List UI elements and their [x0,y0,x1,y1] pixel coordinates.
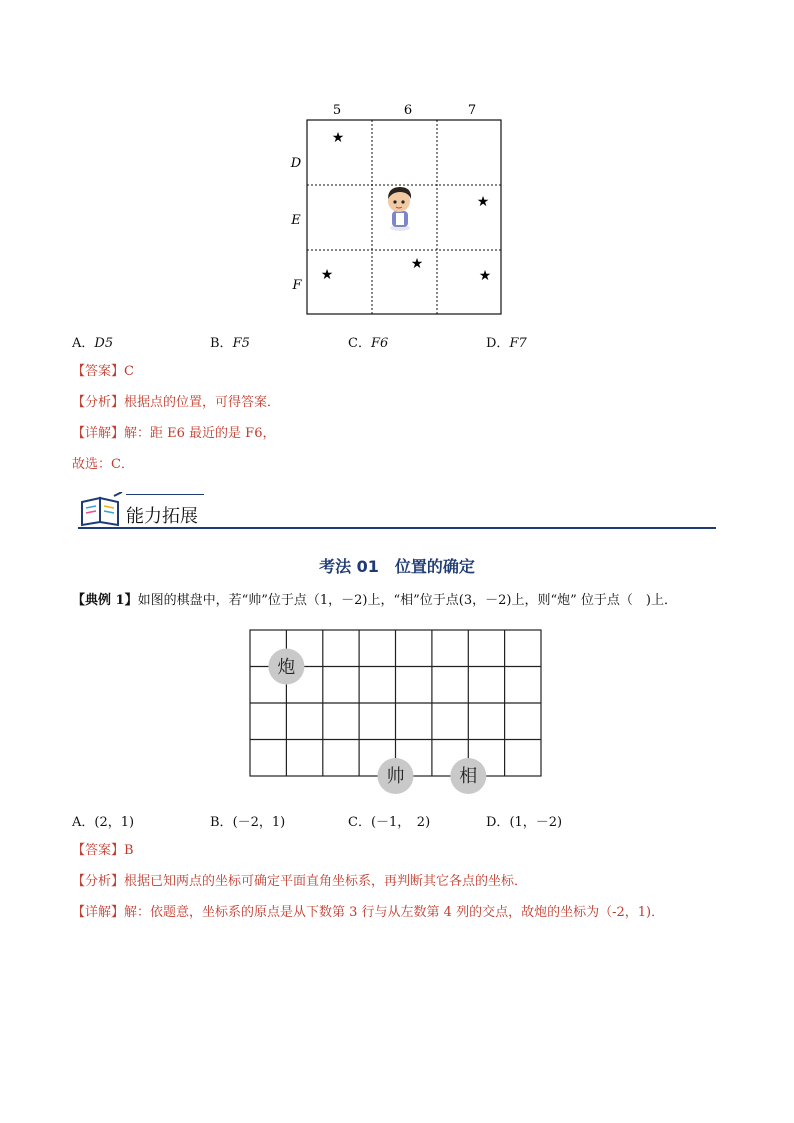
col-label: 5 [332,103,342,118]
banner-underline [78,527,716,529]
option-b[interactable] [210,332,250,351]
option-value: F5 [232,336,250,351]
boy-character-icon [388,187,411,231]
star-icon: ★ [320,267,334,283]
option-value: D5 [94,336,114,351]
row-label: E [291,213,301,228]
option-letter: A． [72,815,95,830]
row-label: F [292,278,302,293]
detail-tag: 【详解】 [72,426,125,441]
chess-piece-xiang [450,758,486,794]
answer-value: C [124,364,134,379]
example1-tag: 【典例 1】 [72,593,138,608]
example1-question [72,592,677,610]
analysis-text: 根据点的位置，可得答案． [124,395,281,410]
option-a[interactable] [72,332,113,351]
chessboard-figure [245,625,545,795]
detail-text: 解：距 E6 最近的是 F6， [124,426,276,441]
analysis-line [72,394,280,412]
option-letter: A． [72,336,95,351]
star-icon: ★ [410,256,424,272]
answer-line [72,363,134,381]
col-label: 6 [403,103,413,118]
banner-title: 能力拓展 [126,506,198,527]
option-value: (－1， 2) [370,815,431,830]
piece-label: 炮 [277,657,296,678]
analysis-text: 根据已知两点的坐标可确定平面直角坐标系，再判断其它各点的坐标． [124,874,528,889]
example1-text: 如图的棋盘中，若“帅”位于点（1，－2)上，“相”位于点(3，－2)上，则“炮” 位于点（ )上． [137,593,677,608]
option-letter: C． [348,815,371,830]
answer-tag: 【答案】 [72,364,125,379]
option-letter: B． [210,815,233,830]
star-icon: ★ [476,194,490,210]
top-grid-figure [280,95,520,320]
chess-piece-shuai [378,758,414,794]
option-value: F7 [509,336,527,351]
example1-detail-line [72,904,664,922]
option-value: (1，－2) [509,815,563,830]
example1-answer-line [72,842,134,860]
option-value: (2，1) [94,815,135,830]
section-title: 考法 01 位置的确定 [319,557,475,576]
col-label: 7 [467,103,477,118]
option-c[interactable] [348,332,388,351]
answer-value: B [124,843,134,858]
example1-analysis-line [72,873,527,891]
row-label: D [290,156,302,171]
star-icon: ★ [331,130,345,146]
option-b[interactable] [210,811,285,830]
option-value: F6 [370,336,389,351]
option-letter: D． [486,815,510,830]
option-d[interactable] [486,811,562,830]
detail-text: 解：依题意，坐标系的原点是从下数第 3 行与从左数第 4 列的交点，故炮的坐标为（-2，1)． [124,905,665,920]
analysis-tag: 【分析】 [72,874,125,889]
option-letter: B． [210,336,233,351]
star-icon: ★ [478,268,492,284]
chess-piece-pao [268,649,304,685]
answer-tag: 【答案】 [72,843,125,858]
piece-label: 相 [459,766,478,787]
banner-top-rule [126,494,204,495]
option-a[interactable] [72,811,134,830]
option-letter: D． [486,336,510,351]
analysis-tag: 【分析】 [72,395,125,410]
piece-label: 帅 [386,766,405,787]
conclusion-line: 故选：C． [72,457,134,472]
option-c[interactable] [348,811,430,830]
option-d[interactable] [486,332,527,351]
detail-line [72,425,275,443]
option-value: (－2，1) [232,815,286,830]
book-icon [78,492,126,528]
chessboard-svg [245,625,545,795]
option-letter: C． [348,336,371,351]
detail-tag: 【详解】 [72,905,125,920]
top-grid-svg [280,95,520,320]
